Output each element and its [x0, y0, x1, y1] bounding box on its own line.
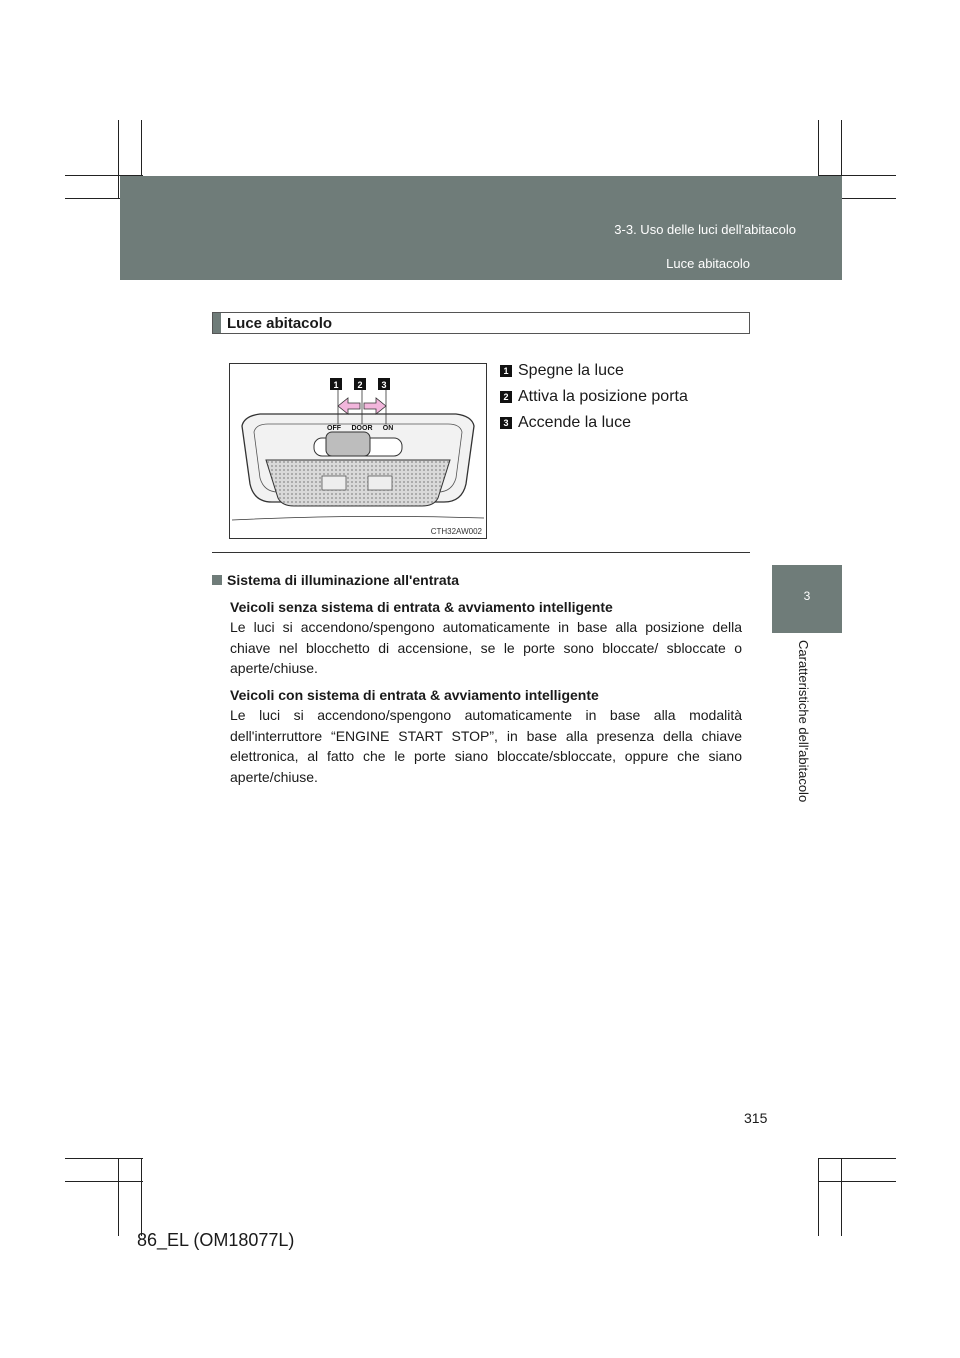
switch-label-off: OFF	[327, 425, 341, 432]
section-divider	[212, 552, 750, 553]
step-text: Accende la luce	[518, 414, 631, 431]
chapter-tab-number: 3	[803, 589, 811, 603]
chapter-tab-label-text: Caratteristiche dell'abitacolo	[796, 640, 811, 803]
chapter-tab	[772, 565, 842, 633]
header-chapter: 3-3. Uso delle luci dell'abitacolo	[614, 222, 796, 237]
step-number: 1	[500, 365, 512, 377]
crop-mark	[118, 120, 119, 198]
crop-mark	[118, 1158, 119, 1236]
step-item	[500, 384, 688, 410]
step-list	[500, 358, 688, 436]
section-heading-bar	[213, 313, 221, 333]
step-item	[500, 358, 688, 384]
crop-mark	[818, 1158, 819, 1236]
chapter-tab-label	[796, 640, 816, 830]
crop-mark	[818, 1158, 896, 1159]
note-block	[230, 597, 742, 679]
switch-label-door: DOOR	[351, 425, 373, 432]
section-heading	[212, 312, 750, 334]
note-body: Le luci si accendono/spengono automaticamente in base alla modalità dell'interruttore “ENGINE START STOP”, in base alla presenza della chiave elettronica, al fatto che le porte siano bloccate/sbloccate, oppure che siano aperte/chiuse.	[230, 707, 742, 785]
crop-mark	[65, 1158, 143, 1159]
badge-1: 1	[333, 380, 339, 390]
header-section: Luce abitacolo	[666, 256, 750, 271]
step-number: 2	[500, 391, 512, 403]
note-block	[230, 685, 742, 788]
square-bullet-icon	[212, 575, 222, 585]
note-body: Le luci si accendono/spengono automaticamente in base alla posizione della chiave nel blocchetto di accensione, se le porte sono bloccate/ sbloccate o aperte/chiuse.	[230, 619, 742, 676]
notes-section	[212, 570, 742, 793]
badge-3: 3	[381, 380, 387, 390]
step-text: Spegne la luce	[518, 362, 624, 379]
illustration-code: CTH32AW002	[430, 527, 482, 536]
note-subtitle: Veicoli con sistema di entrata & avviamento intelligente	[230, 686, 599, 703]
crop-mark	[141, 1158, 142, 1236]
badge-2: 2	[357, 380, 363, 390]
page-number: 315	[744, 1110, 768, 1126]
crop-mark	[65, 1181, 143, 1182]
step-item	[500, 410, 688, 436]
document-id: 86_EL (OM18077L)	[137, 1230, 295, 1250]
header-band	[120, 176, 842, 280]
crop-mark	[818, 1181, 896, 1182]
switch-label-on: ON	[382, 425, 394, 432]
step-number: 3	[500, 417, 512, 429]
step-text: Attiva la posizione porta	[518, 388, 688, 405]
note-title-text: Sistema di illuminazione all'entrata	[227, 572, 460, 588]
interior-light-drawing	[230, 364, 486, 538]
crop-mark	[841, 1158, 842, 1236]
note-title	[212, 570, 742, 591]
interior-light-illustration	[229, 363, 487, 539]
note-subtitle: Veicoli senza sistema di entrata & avviamento intelligente	[230, 598, 613, 615]
section-heading-text: Luce abitacolo	[227, 315, 333, 332]
